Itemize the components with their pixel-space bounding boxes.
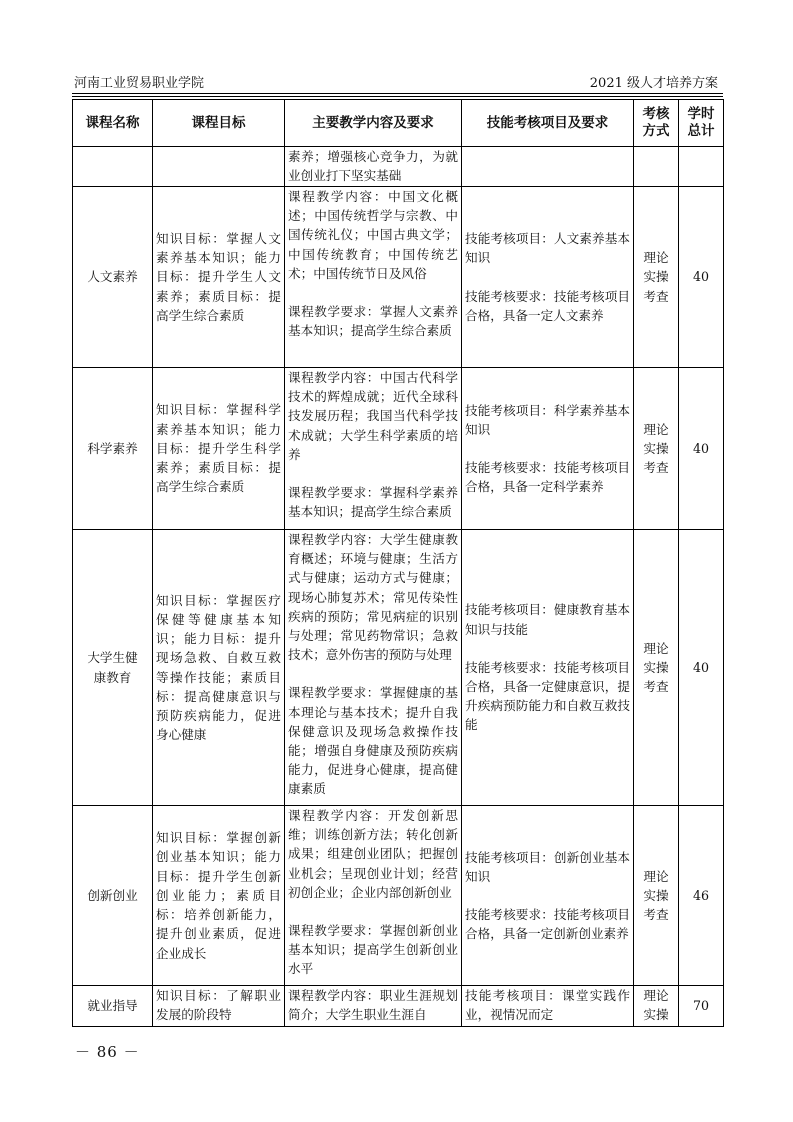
course-content-cell: 素养；增强核心竞争力，为就业创业打下坚实基础 (285, 147, 462, 187)
assessment-mode-cell (634, 147, 679, 187)
skill-item-text: 技能考核项目：科学素养基本知识 (465, 402, 630, 437)
table-header-row (73, 100, 724, 147)
col-header-course-goal: 课程目标 (153, 100, 285, 147)
skill-requirement-text: 技能考核要求：技能考核项目合格，具备一定创新创业素养 (465, 907, 630, 942)
content-requirement-text: 课程教学要求：掌握创新创业基本知识；提高学生创新创业水平 (288, 923, 458, 977)
course-content-cell: 课程教学内容：职业生涯规划简介；大学生职业生涯自 (285, 986, 462, 1027)
course-content-cell (285, 806, 462, 986)
course-name-cell (73, 147, 153, 187)
skill-requirement-text: 技能考核要求：技能考核项目合格，具备一定科学素养 (465, 460, 630, 495)
assessment-mode-cell: 理论 实操 考查 (634, 368, 679, 530)
skill-assessment-cell: 技能考核项目：课堂实践作业，视情况而定 (462, 986, 634, 1027)
col-header-course-name: 课程名称 (73, 100, 153, 147)
course-goal-cell: 知识目标：掌握人文素养基本知识；能力目标：提升学生人文素养；素质目标：提高学生综合素质 (153, 187, 285, 368)
course-content-cell (285, 187, 462, 368)
total-hours-cell: 46 (679, 806, 724, 986)
skill-item-text: 技能考核项目：人文素养基本知识 (465, 231, 630, 266)
header-school-name: 河南工业贸易职业学院 (74, 76, 205, 91)
content-teaching-text: 课程教学内容：大学生健康教育概述；环境与健康；生活方式与健康；运动方式与健康；现场心肺复苏术；常见传染性疾病的预防；常见病症的识别与处理；常见药物常识；急救技术；意外伤害的预防与处理 (288, 532, 458, 663)
content-teaching-text: 课程教学内容：中国古代科学技术的辉煌成就；近代全球科技发展历程；我国当代科学技术成就；大学生科学素质的培养 (288, 370, 458, 462)
assessment-mode-cell: 理论 实操 考查 (634, 187, 679, 368)
course-goal-cell (153, 147, 285, 187)
assessment-mode-cell: 理论 实操 考查 (634, 806, 679, 986)
header-plan-title: 2021 级人才培养方案 (589, 76, 718, 91)
assessment-mode-cell: 理论 实操 (634, 986, 679, 1027)
curriculum-table (72, 99, 724, 1027)
header-rule-bottom (72, 96, 723, 97)
skill-item-text: 技能考核项目：创新创业基本知识 (465, 849, 630, 884)
course-content-cell (285, 530, 462, 806)
skill-assessment-cell (462, 147, 634, 187)
total-hours-cell: 40 (679, 368, 724, 530)
content-requirement-text: 课程教学要求：掌握人文素养基本知识；提高学生综合素质 (288, 304, 458, 339)
col-header-skill-assessment: 技能考核项目及要求 (462, 100, 634, 147)
table-row (73, 368, 724, 530)
skill-assessment-cell (462, 187, 634, 368)
total-hours-cell: 70 (679, 986, 724, 1027)
table-row (73, 147, 724, 187)
course-name-cell: 就业指导 (73, 986, 153, 1027)
total-hours-cell: 40 (679, 530, 724, 806)
course-name-cell: 科学素养 (73, 368, 153, 530)
header-rule-top (72, 93, 723, 94)
col-header-total-hours: 学时 总计 (679, 100, 724, 147)
course-goal-cell: 知识目标：掌握创新创业基本知识；能力目标：提升学生创新创业能力；素质目标：培养创新能力，提升创业素质，促进企业成长 (153, 806, 285, 986)
col-header-main-content: 主要教学内容及要求 (285, 100, 462, 147)
table-row (73, 986, 724, 1027)
content-requirement-text: 课程教学要求：掌握健康的基本理论与基本技术；提升自我保健意识及现场急救操作技能；增强自身健康及预防疾病能力，促进身心健康，提高健康素质 (288, 685, 458, 797)
assessment-mode-cell: 理论 实操 考查 (634, 530, 679, 806)
skill-assessment-cell (462, 806, 634, 986)
skill-assessment-cell (462, 530, 634, 806)
course-goal-cell: 知识目标：了解职业发展的阶段特 (153, 986, 285, 1027)
skill-assessment-cell (462, 368, 634, 530)
content-requirement-text: 课程教学要求：掌握科学素养基本知识；提高学生综合素质 (288, 485, 458, 520)
course-name-cell: 创新创业 (73, 806, 153, 986)
skill-requirement-text: 技能考核要求：技能考核项目合格，具备一定健康意识，提升疾病预防能力和自救互救技能 (465, 659, 630, 733)
table-row (73, 806, 724, 986)
content-teaching-text: 课程教学内容：开发创新思维；训练创新方法；转化创新成果；组建创业团队；把握创业机会；呈现创业计划；经营初创企业；企业内部创新创业 (288, 808, 458, 900)
skill-item-text: 技能考核项目：健康教育基本知识与技能 (465, 602, 630, 637)
page-number: － 86 － (75, 1043, 140, 1061)
skill-requirement-text: 技能考核要求：技能考核项目合格，具备一定人文素养 (465, 288, 630, 323)
col-header-assessment-mode: 考核 方式 (634, 100, 679, 147)
table-row (73, 187, 724, 368)
course-name-cell: 大学生健 康教育 (73, 530, 153, 806)
total-hours-cell (679, 147, 724, 187)
content-teaching-text: 课程教学内容：中国文化概述；中国传统哲学与宗教、中国传统礼仪；中国古典文学；中国传统教育；中国传统艺术；中国传统节日及风俗 (288, 189, 458, 281)
course-name-cell: 人文素养 (73, 187, 153, 368)
course-goal-cell: 知识目标：掌握科学素养基本知识；能力目标：提升学生科学素养；素质目标：提高学生综合素质 (153, 368, 285, 530)
course-goal-cell: 知识目标：掌握医疗保健等健康基本知识；能力目标：提升现场急救、自救互救等操作技能；素质目标：提高健康意识与预防疾病能力，促进身心健康 (153, 530, 285, 806)
table-row (73, 530, 724, 806)
total-hours-cell: 40 (679, 187, 724, 368)
course-content-cell (285, 368, 462, 530)
